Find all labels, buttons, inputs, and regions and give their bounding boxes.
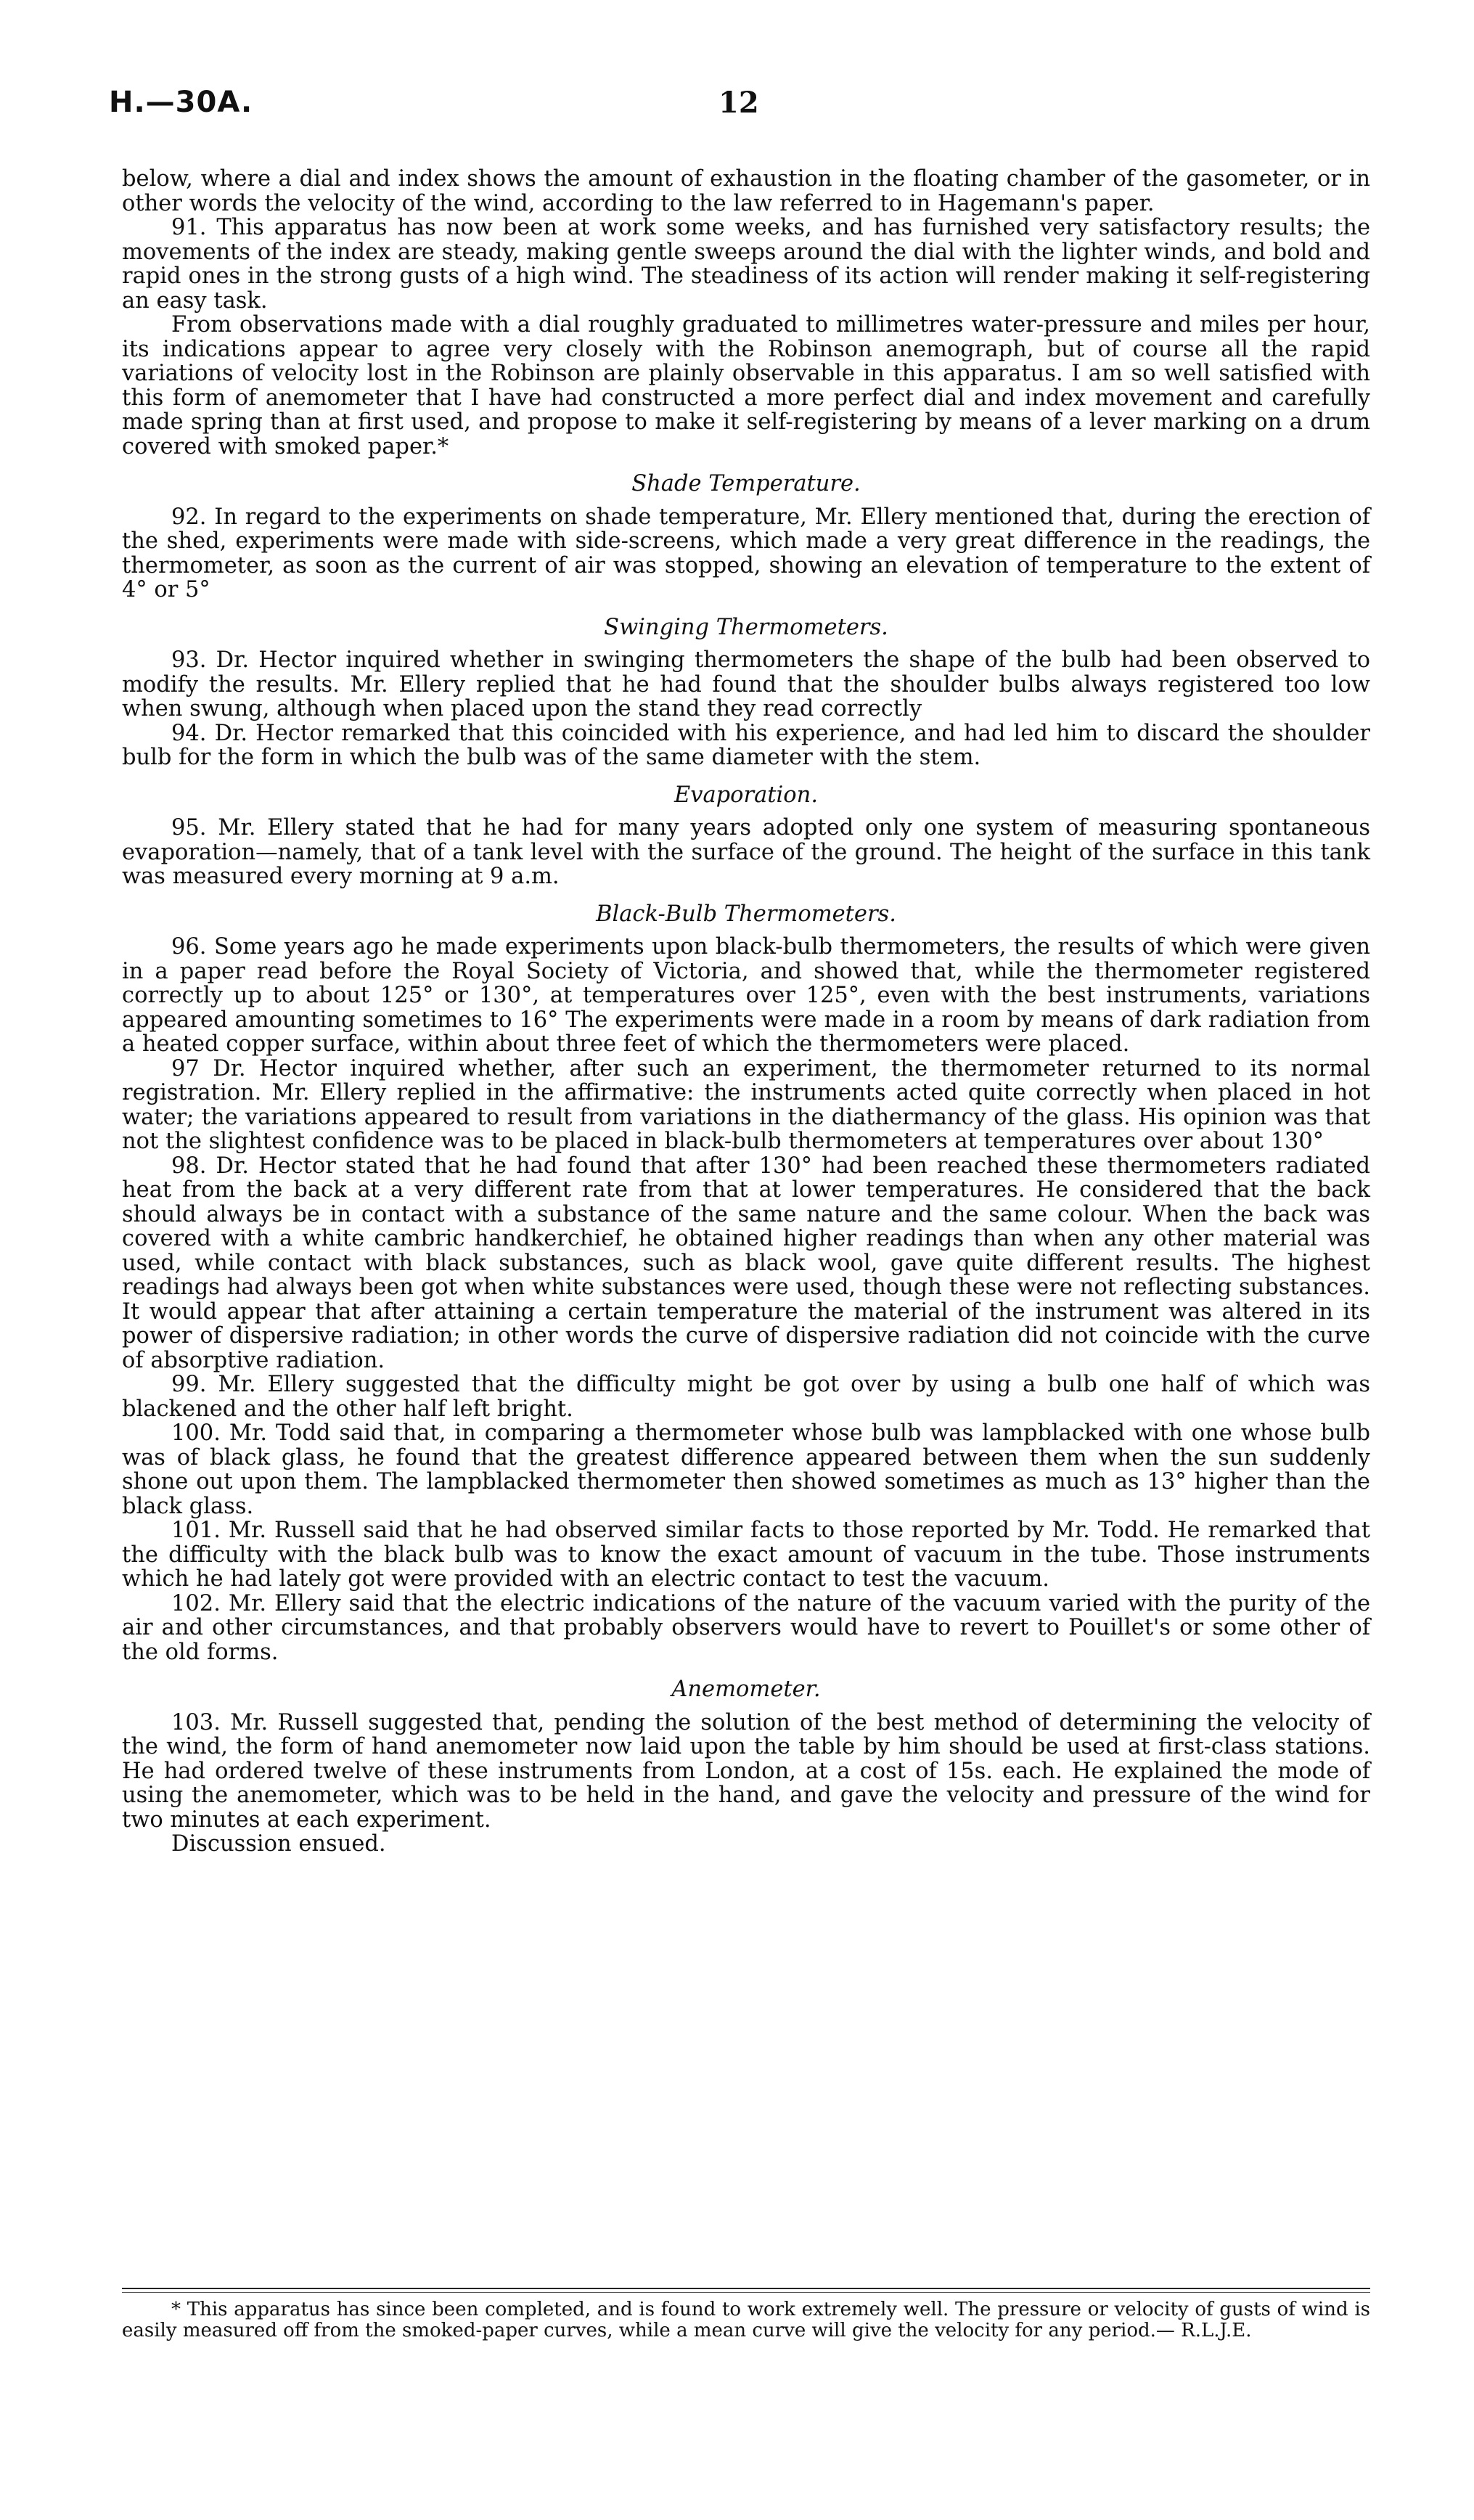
document-body <box>122 167 1370 1857</box>
paragraph: 96. Some years ago he made experiments upon black-bulb thermometers, the results of which were given in a paper read before the Royal Society of Victoria, and showed that, while the thermometer registered correctly up to about 125° or 130°, at temperatures over 125°, even with the best instruments, variations appeared amounting sometimes to 16° The experiments were made in a room by means of dark radiation from a heated copper surface, within about three feet of which the thermometers were placed. <box>122 934 1370 1057</box>
paragraph: 99. Mr. Ellery suggested that the difficulty might be got over by using a bulb one half of which was blackened and the other half left bright. <box>122 1372 1370 1422</box>
paragraph: 98. Dr. Hector stated that he had found that after 130° had been reached these thermometers radiated heat from the back at a very different rate from that at lower temperatures. He considered that the back should always be in contact with a substance of the same nature and the same colour. When the back was covered with a white cambric handkerchief, he obtained higher readings than when any other material was used, while contact with black substances, such as black wool, gave quite different results. The highest readings had always been got when white substances were used, though these were not reflecting substances. It would appear that after attaining a certain temperature the material of the instrument was altered in its power of dispersive radiation; in other words the curve of dispersive radiation did not coincide with the curve of absorptive radiation. <box>122 1153 1370 1373</box>
footnote: * This apparatus has since been completed, and is found to work extremely well. The pressure or velocity of gusts of wind is easily measured off from the smoked-paper curves, while a mean curve will give the velocity for any period.— R.L.J.E. <box>122 2299 1370 2341</box>
paragraph: 102. Mr. Ellery said that the electric indications of the nature of the vacuum varied with the purity of the air and other circumstances, and that probably observers would have to revert to Pouillet's or some other of the old forms. <box>122 1590 1370 1665</box>
footnote-divider-thin <box>122 2292 1370 2293</box>
paragraph: Discussion ensued. <box>171 1831 386 1857</box>
paragraph: From observations made with a dial roughly graduated to millimetres water-pressure and miles per hour, its indications appear to agree very closely with the Robinson anemograph, but of course all the rapid variations of velocity lost in the Robinson are plainly observable in this apparatus. I am so well satisfied with this form of anemometer that I have had constructed a more perfect dial and index movement and carefully made spring than at first used, and propose to make it self-registering by means of a lever marking on a drum covered with smoked paper.* <box>122 312 1370 459</box>
section-heading: Shade Temperature. <box>631 471 861 496</box>
paragraph: 101. Mr. Russell said that he had observed similar facts to those reported by Mr. Todd. He remarked that the difficulty with the black bulb was to know the exact amount of vacuum in the tube. Those instruments which he had lately got were provided with an electric contact to test the vacuum. <box>122 1518 1370 1592</box>
paragraph: 93. Dr. Hector inquired whether in swinging thermometers the shape of the bulb had been observed to modify the results. Mr. Ellery replied that he had found that the shoulder bulbs always registered too low when swung, although when placed upon the stand they read correctly <box>122 647 1370 721</box>
paragraph: 92. In regard to the experiments on shade temperature, Mr. Ellery mentioned that, during the erection of the shed, experiments were made with side-screens, which made a very great difference in the readings, the thermometer, as soon as the current of air was stopped, showing an elevation of temperature to the extent of 4° or 5° <box>122 504 1370 602</box>
section-heading: Swinging Thermometers. <box>604 614 888 640</box>
paragraph: 94. Dr. Hector remarked that this coincided with his experience, and had led him to discard the shoulder bulb for the form in which the bulb was of the same diameter with the stem. <box>122 720 1370 770</box>
page-number: 12 <box>718 86 759 120</box>
footnote-divider <box>122 2288 1370 2289</box>
paragraph: 95. Mr. Ellery stated that he had for many years adopted only one system of measuring spontaneous evaporation—namely, that of a tank level with the surface of the ground. The height of the surface in this tank was measured every morning at 9 a.m. <box>122 815 1370 889</box>
paragraph: below, where a dial and index shows the amount of exhaustion in the floating chamber of the gasometer, or in other words the velocity of the wind, according to the law referred to in Hagemann's paper. <box>122 166 1370 216</box>
paragraph: 97 Dr. Hector inquired whether, after such an experiment, the thermometer returned to its normal registration. Mr. Ellery replied in the affirmative: the instruments acted quite correctly when placed in hot water; the variations appeared to result from variations in the diathermancy of the glass. His opinion was that not the slightest confidence was to be placed in black-bulb thermometers at temperatures over about 130° <box>122 1055 1370 1154</box>
page-header <box>0 86 1474 129</box>
document-reference: H.—30A. <box>109 86 253 119</box>
section-heading: Black-Bulb Thermometers. <box>596 901 896 927</box>
section-heading: Evaporation. <box>673 782 819 808</box>
paragraph: 100. Mr. Todd said that, in comparing a thermometer whose bulb was lampblacked with one whose bulb was of black glass, he found that the greatest difference appeared between them when the sun suddenly shone out upon them. The lampblacked thermometer then showed sometimes as much as 13° higher than the black glass. <box>122 1420 1370 1519</box>
paragraph: 103. Mr. Russell suggested that, pending the solution of the best method of determining the velocity of the wind, the form of hand anemometer now laid upon the table by him should be used at first-class stations. He had ordered twelve of these instruments from London, at a cost of 15s. each. He explained the mode of using the anemometer, which was to be held in the hand, and gave the velocity and pressure of the wind for two minutes at each experiment. <box>122 1709 1370 1833</box>
section-heading: Anemometer. <box>671 1677 821 1702</box>
paragraph: 91. This apparatus has now been at work some weeks, and has furnished very satisfactory results; the movements of the index are steady, making gentle sweeps around the dial with the lighter winds, and bold and rapid ones in the strong gusts of a high wind. The steadiness of its action will render making it self-registering an easy task. <box>122 215 1370 314</box>
